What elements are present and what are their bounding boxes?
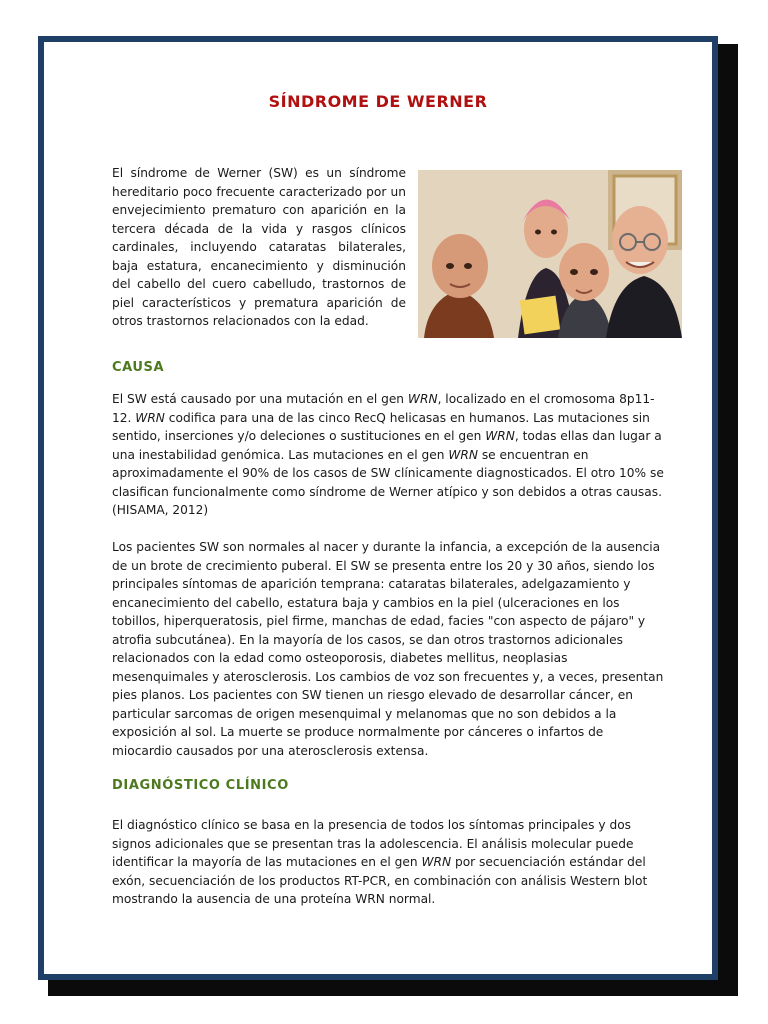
text-run: , localizado en el cromosoma 8p11-12.	[112, 392, 655, 425]
text-run: , todas ellas dan lugar a una inestabilidad genómica. Las mutaciones en el gen	[112, 429, 662, 462]
gene-name: WRN	[448, 447, 478, 462]
document-frame	[38, 36, 718, 980]
group-photo-icon	[418, 170, 682, 338]
text-run: se encuentran en aproximadamente el 90% de los casos de SW clínicamente diagnosticados. El otro 10% se clasifican funcionalmente como síndrome de Werner atípico y son debidos a otras causas. (HISAMA, 2012)	[112, 447, 664, 517]
causa-paragraph-1	[112, 390, 664, 520]
diagnostico-paragraph	[112, 816, 664, 909]
causa-paragraph-2: Los pacientes SW son normales al nacer y durante la infancia, a excepción de la ausencia de un brote de crecimiento puberal. El SW se presenta entre los 20 y 30 años, siendo los principales síntomas de aparición temprana: cataratas bilaterales, adelgazamiento y encanecimiento del cabello, estatura baja y cambios en la piel (ulceraciones en los tobillos, hiperqueratosis, piel firme, manchas de edad, facies "con aspecto de pájaro" y atrofia subcutánea). En la mayoría de los casos, se dan otros trastornos adicionales relacionados con la edad como osteoporosis, diabetes mellitus, neoplasias mesenquimales y aterosclerosis. Los cambios de voz son frecuentes y, a veces, presentan pies planos. Los pacientes con SW tienen un riesgo elevado de desarrollar cáncer, en particular sarcomas de origen mesenquimal y melanomas que no son debidos a la exposición al sol. La muerte se produce normalmente por cánceres o infartos de miocardio causados por una aterosclerosis extensa.	[112, 540, 664, 758]
gene-name: WRN	[485, 429, 515, 443]
gene-name: WRN	[407, 392, 438, 406]
children-photo	[418, 170, 682, 338]
gene-name: WRN	[421, 855, 452, 869]
text-run: El diagnóstico clínico se basa en la presencia de todos los síntomas principales y dos signos adicionales que se presentan tras la adolescencia. El análisis molecular puede identificar la mayoría de las mutaciones en el gen	[112, 818, 634, 869]
text-run: El SW está causado por una mutación en el gen	[112, 392, 408, 406]
causa-heading: CAUSA	[112, 360, 165, 375]
text-run: codifica para una de las cinco RecQ helicasas en humanos. Las mutaciones sin sentido, inserciones y/o deleciones o sustituciones en el gen	[112, 410, 650, 443]
gene-name: WRN	[135, 410, 165, 425]
intro-paragraph: El síndrome de Werner (SW) es un síndrome hereditario poco frecuente caracterizado por un envejecimiento prematuro con aparición en la tercera década de la vida y rasgos clínicos cardinales, incluyendo cataratas bilaterales, baja estatura, encanecimiento y disminución del cabello del cuero cabelludo, trastornos de piel característicos y prematura aparición de otros trastornos relacionados con la edad.	[112, 166, 406, 328]
page-title: SÍNDROME DE WERNER	[268, 92, 488, 111]
diagnostico-heading: DIAGNÓSTICO CLÍNICO	[112, 778, 289, 793]
text-run: por secuenciación estándar del exón, secuenciación de los productos RT-PCR, en combinación con análisis Western blot mostrando la ausencia de una proteína WRN normal.	[112, 855, 648, 906]
